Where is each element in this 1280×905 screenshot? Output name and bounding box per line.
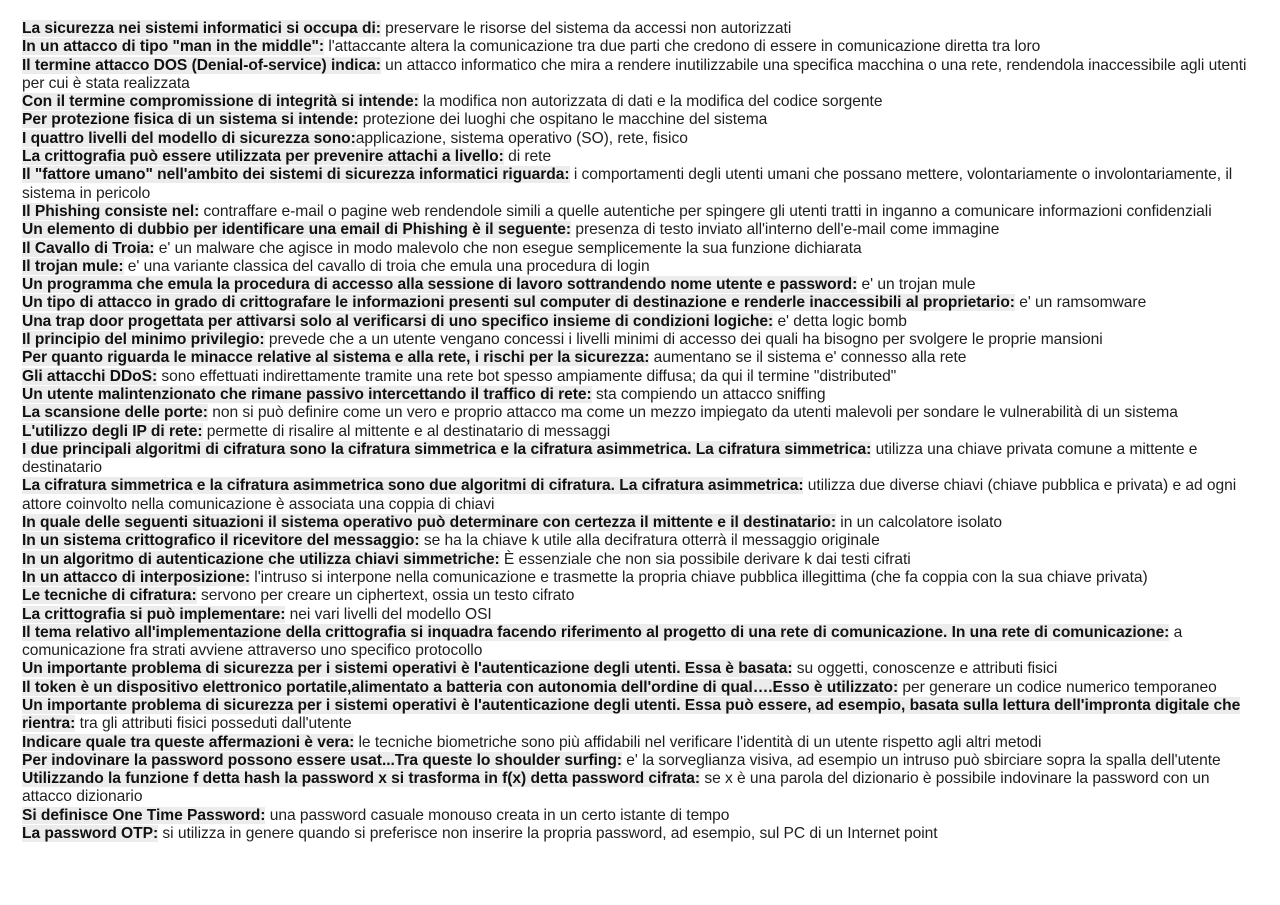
qa-item xyxy=(22,276,1262,294)
answer-text: e' una variante classica del cavallo di troia che emula una procedura di login xyxy=(123,257,650,275)
answer-text: e' la sorveglianza visiva, ad esempio un intruso può sbirciare sopra la spalla dell'utente xyxy=(621,751,1221,769)
qa-item xyxy=(22,331,1262,349)
qa-item xyxy=(22,697,1262,734)
answer-text: protezione dei luoghi che ospitano le macchine del sistema xyxy=(358,111,768,129)
answer-text: presenza di testo inviato all'interno dell'e-mail come immagine xyxy=(571,221,1000,239)
question-text: La sicurezza nei sistemi informatici si occupa di: xyxy=(22,20,381,37)
question-text: Un programma che emula la procedura di accesso alla sessione di lavoro sottrandendo nome utente e password: xyxy=(22,276,858,294)
qa-item xyxy=(22,441,1262,478)
question-text: Con il termine compromissione di integrità si intende: xyxy=(22,93,419,111)
qa-item xyxy=(22,148,1262,166)
question-text: Un importante problema di sicurezza per i sistemi operativi è l'autenticazione degli utenti. Essa è basata: xyxy=(22,660,793,678)
qa-item xyxy=(22,825,1262,843)
question-text: Il termine attacco DOS (Denial-of-service) indica: xyxy=(22,56,381,74)
answer-text: servono per creare un ciphertext, ossia un testo cifrato xyxy=(196,587,575,605)
qa-item xyxy=(22,349,1262,367)
qa-item xyxy=(22,477,1262,514)
answer-text: un attacco informatico che mira a rendere inutilizzabile una specifica macchina o una rete, rendendola inaccessibile agli utenti per cui è stata realizzata xyxy=(22,56,1247,92)
question-text: Un tipo di attacco in grado di crittografare le informazioni presenti sul computer di destinazione e renderle inaccessibili al proprietario: xyxy=(22,294,1015,312)
question-text: La scansione delle porte: xyxy=(22,404,208,422)
question-text: Per protezione fisica di un sistema si intende: xyxy=(22,111,359,129)
answer-text: tra gli attributi fisici posseduti dall'utente xyxy=(75,715,352,733)
answer-text: nei vari livelli del modello OSI xyxy=(285,605,492,623)
question-text: In quale delle seguenti situazioni il sistema operativo può determinare con certezza il mittente e il destinatario: xyxy=(22,514,836,532)
answer-text: i comportamenti degli utenti umani che possano mettere, volontariamente o involontariamente, il sistema in pericolo xyxy=(22,166,1233,202)
qa-item xyxy=(22,38,1262,56)
qa-item xyxy=(22,368,1262,386)
question-text: La crittografia può essere utilizzata per prevenire attachi a livello: xyxy=(22,148,504,166)
qa-item xyxy=(22,587,1262,605)
answer-text: se ha la chiave k utile alla decifratura otterrà il messaggio originale xyxy=(419,532,880,550)
question-text: Un importante problema di sicurezza per i sistemi operativi è l'autenticazione degli utenti. Essa può essere, ad esempio, basata sulla lettura dell'impronta digitale che rientra: xyxy=(22,696,1241,733)
answer-text: in un calcolatore isolato xyxy=(836,514,1002,532)
question-text: In un algoritmo di autenticazione che utilizza chiavi simmetriche: xyxy=(22,550,500,568)
question-text: Il trojan mule: xyxy=(22,257,124,275)
question-text: In un sistema crittografico il ricevitore del messaggio: xyxy=(22,532,420,550)
question-text: Il principio del minimo privilegio: xyxy=(22,331,265,349)
answer-text: la modifica non autorizzata di dati e la modifica del codice sorgente xyxy=(418,93,883,111)
qa-item xyxy=(22,606,1262,624)
question-text: In un attacco di tipo "man in the middle": xyxy=(22,38,325,56)
qa-item xyxy=(22,514,1262,532)
answer-text: È essenziale che non sia possibile derivare k dai testi cifrati xyxy=(499,550,911,568)
answer-text: su oggetti, conoscenze e attributi fisici xyxy=(792,660,1058,678)
qa-item xyxy=(22,679,1262,697)
qa-item xyxy=(22,240,1262,258)
question-text: Utilizzando la funzione f detta hash la password x si trasforma in f(x) detta password cifrata: xyxy=(22,770,701,788)
qa-item xyxy=(22,258,1262,276)
answer-text: prevede che a un utente vengano concessi i livelli minimi di accesso dei quali ha bisogno per svolgere le proprie mansioni xyxy=(264,331,1103,349)
document-body xyxy=(22,20,1262,843)
question-text: Si definisce One Time Password: xyxy=(22,806,266,824)
answer-text: aumentano se il sistema e' connesso alla rete xyxy=(649,349,967,367)
qa-item xyxy=(22,660,1262,678)
qa-item xyxy=(22,93,1262,111)
question-text: In un attacco di interposizione: xyxy=(22,568,250,586)
question-text: L'utilizzo degli IP di rete: xyxy=(22,422,203,440)
question-text: Le tecniche di cifratura: xyxy=(22,587,197,605)
answer-text: una password casuale monouso creata in un certo istante di tempo xyxy=(265,806,730,824)
answer-text: preservare le risorse del sistema da accessi non autorizzati xyxy=(380,20,792,37)
answer-text: si utilizza in genere quando si preferisce non inserire la propria password, ad esempio, sul PC di un Internet point xyxy=(158,825,938,843)
question-text: Per indovinare la password possono essere usat...Tra queste lo shoulder surfing: xyxy=(22,751,622,769)
question-text: Il Cavallo di Troia: xyxy=(22,239,155,257)
answer-text: utilizza due diverse chiavi (chiave pubblica e privata) e ad ogni attore coinvolto nella comunicazione è associata una coppia di chiavi xyxy=(22,477,1237,513)
question-text: La cifratura simmetrica e la cifratura asimmetrica sono due algoritmi di cifratura. La cifratura asimmetrica: xyxy=(22,477,804,495)
answer-text: l'intruso si interpone nella comunicazione e trasmette la propria chiave pubblica illegittima (che fa coppia con la sua chiave privata) xyxy=(250,568,1148,586)
qa-item xyxy=(22,313,1262,331)
question-text: Gli attacchi DDoS: xyxy=(22,367,158,385)
qa-item xyxy=(22,386,1262,404)
answer-text: permette di risalire al mittente e al destinatario di messaggi xyxy=(202,422,611,440)
question-text: Per quanto riguarda le minacce relative al sistema e alla rete, i rischi per la sicurezza: xyxy=(22,349,650,367)
qa-item xyxy=(22,624,1262,661)
qa-item xyxy=(22,57,1262,94)
answer-text: e' un malware che agisce in modo malevolo che non esegue semplicemente la sua funzione dichiarata xyxy=(154,239,862,257)
answer-text: e' un trojan mule xyxy=(857,276,976,294)
question-text: Il token è un dispositivo elettronico portatile,alimentato a batteria con autonomia dell'ordine di qual….Esso è utilizzato: xyxy=(22,678,899,696)
qa-item xyxy=(22,20,1262,38)
qa-item xyxy=(22,734,1262,752)
qa-item xyxy=(22,111,1262,129)
answer-text: contraffare e-mail o pagine web rendendole simili a quelle autentiche per spingere gli utenti tratti in inganno a comunicare informazioni confidenziali xyxy=(199,202,1212,220)
question-text: Il Phishing consiste nel: xyxy=(22,202,200,220)
answer-text: applicazione, sistema operativo (SO), rete, fisico xyxy=(355,129,688,147)
question-text: La crittografia si può implementare: xyxy=(22,605,286,623)
question-text: Il "fattore umano" nell'ambito dei sistemi di sicurezza informatici riguarda: xyxy=(22,166,570,184)
answer-text: sta compiendo un attacco sniffing xyxy=(591,385,826,403)
question-text: Un utente malintenzionato che rimane passivo intercettando il traffico di rete: xyxy=(22,385,592,403)
question-text: Indicare quale tra queste affermazioni è vera: xyxy=(22,733,355,751)
qa-item xyxy=(22,166,1262,203)
answer-text: le tecniche biometriche sono più affidabili nel verificare l'identità di un utente rispetto agli altri metodi xyxy=(354,733,1042,751)
qa-item xyxy=(22,752,1262,770)
qa-item xyxy=(22,423,1262,441)
answer-text: per generare un codice numerico temporaneo xyxy=(898,678,1217,696)
qa-item xyxy=(22,404,1262,422)
answer-text: se x è una parola del dizionario è possibile indovinare la password con un attacco dizionario xyxy=(22,770,1210,806)
question-text: La password OTP: xyxy=(22,825,159,843)
question-text: I due principali algoritmi di cifratura sono la cifratura simmetrica e la cifratura asimmetrica. La cifratura simmetrica: xyxy=(22,440,872,458)
answer-text: l'attaccante altera la comunicazione tra due parti che credono di essere in comunicazione diretta tra loro xyxy=(324,38,1041,56)
qa-item xyxy=(22,551,1262,569)
question-text: Il tema relativo all'implementazione della crittografia si inquadra facendo riferimento al progetto di una rete di comunicazione. In una rete di comunicazione: xyxy=(22,623,1170,641)
qa-item xyxy=(22,569,1262,587)
qa-item xyxy=(22,807,1262,825)
answer-text: di rete xyxy=(503,148,552,166)
answer-text: utilizza una chiave privata comune a mittente e destinatario xyxy=(22,440,1198,477)
qa-item xyxy=(22,770,1262,807)
question-text: I quattro livelli del modello di sicurezza sono: xyxy=(22,129,356,147)
qa-item xyxy=(22,221,1262,239)
qa-item xyxy=(22,294,1262,312)
question-text: Una trap door progettata per attivarsi solo al verificarsi di uno specifico insieme di condizioni logiche: xyxy=(22,312,774,330)
qa-item xyxy=(22,130,1262,148)
qa-item xyxy=(22,203,1262,221)
answer-text: e' detta logic bomb xyxy=(773,312,907,330)
answer-text: non si può definire come un vero e proprio attacco ma come un mezzo impiegato da utenti malevoli per sondare le vulnerabilità di un sistema xyxy=(207,404,1178,422)
answer-text: sono effettuati indirettamente tramite una rete bot spesso ampiamente diffusa; da qui il termine "distributed" xyxy=(157,367,897,385)
answer-text: a comunicazione fra strati avviene attraverso uno specifico protocollo xyxy=(22,623,1183,660)
question-text: Un elemento di dubbio per identificare una email di Phishing è il seguente: xyxy=(22,221,572,239)
qa-item xyxy=(22,532,1262,550)
answer-text: e' un ramsomware xyxy=(1014,294,1147,312)
